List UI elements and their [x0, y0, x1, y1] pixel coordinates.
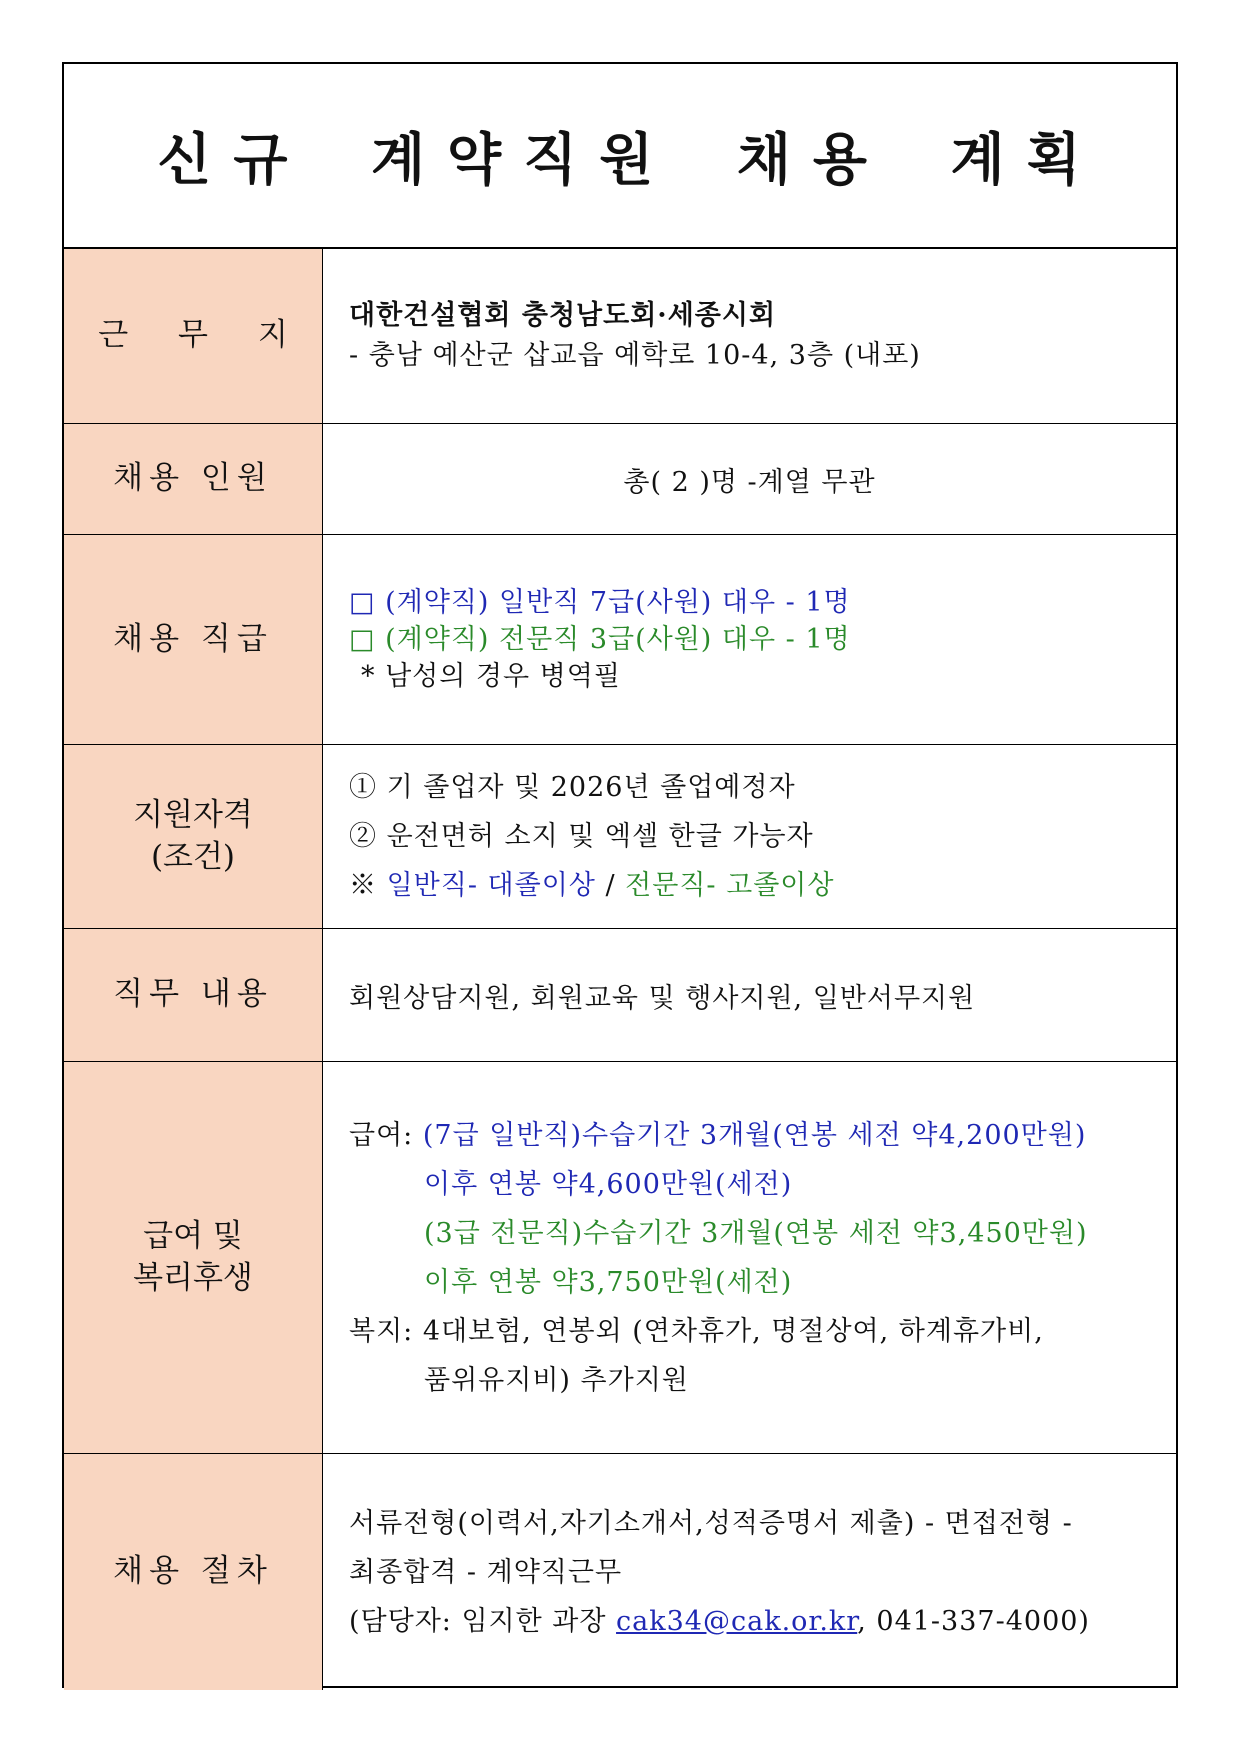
welfare-line-1: 복지: 4대보험, 연봉외 (연차휴가, 명절상여, 하계휴가비, — [349, 1315, 1044, 1347]
label-qualification-line2: (조건) — [150, 838, 236, 875]
contact-prefix: (담당자: 임지한 과장 — [349, 1605, 607, 1637]
label-qualification — [64, 745, 323, 928]
row-location — [64, 249, 1176, 424]
process-line-1: 서류전형(이력서,자기소개서,성적증명서 제출) - 면접전형 - — [349, 1507, 1073, 1539]
pay-specialist-after: 이후 연봉 약3,750만원(세전) — [424, 1266, 793, 1298]
contact-suffix: , 041-337-4000) — [857, 1605, 1090, 1637]
education-general: 일반직- 대졸이상 — [386, 870, 596, 901]
label-qualification-line1: 지원자격 — [133, 796, 253, 833]
grade-specialist: □ (계약직) 전문직 3급(사원) 대우 - 1명 — [349, 624, 851, 655]
page-title: 신규 계약직원 채용 계획 — [157, 127, 1103, 193]
grade-general: □ (계약직) 일반직 7급(사원) 대우 - 1명 — [349, 587, 851, 618]
content-qualification — [323, 745, 1176, 928]
label-headcount — [64, 424, 323, 534]
row-process — [64, 1454, 1176, 1690]
content-process — [323, 1454, 1176, 1690]
label-location — [64, 249, 323, 423]
qualification-2: ② 운전면허 소지 및 엑셀 한글 가능자 — [349, 821, 814, 852]
process-line-2: 최종합격 - 계약직근무 — [349, 1556, 623, 1588]
label-salary-line1: 급여 및 — [143, 1217, 243, 1254]
contact-line — [349, 1597, 1150, 1646]
content-headcount — [323, 424, 1176, 534]
grade-note: * 남성의 경우 병역필 — [361, 661, 621, 692]
label-salary — [64, 1062, 323, 1453]
pay-general-probation: (7급 일반직)수습기간 3개월(연봉 세전 약4,200만원) — [422, 1119, 1087, 1151]
org-address: - 충남 예산군 삽교읍 예학로 10-4, 3층 (내포) — [349, 340, 921, 371]
org-name: 대한건설협회 충청남도회·세종시회 — [349, 300, 777, 331]
row-qualification — [64, 745, 1176, 929]
content-location — [323, 249, 1176, 423]
title-box — [64, 64, 1176, 249]
label-salary-line2: 복리후생 — [133, 1259, 253, 1296]
education-specialist: 전문직- 고졸이상 — [625, 870, 835, 901]
label-location-text: 근 무 지 — [98, 317, 308, 354]
education-separator: / — [605, 870, 616, 901]
content-salary — [323, 1062, 1176, 1453]
label-duties-text: 직무 내용 — [113, 976, 273, 1013]
pay-line-1 — [349, 1111, 1150, 1160]
reference-mark: ※ — [349, 870, 377, 901]
label-headcount-text: 채용 인원 — [113, 460, 273, 497]
label-process — [64, 1454, 323, 1690]
label-grade-text: 채용 직급 — [113, 620, 273, 657]
label-process-text: 채용 절차 — [113, 1553, 273, 1590]
headcount-value: 총( 2 )명 -계열 무관 — [623, 466, 876, 498]
content-duties — [323, 929, 1176, 1061]
pay-specialist-probation: (3급 전문직)수습기간 3개월(연봉 세전 약3,450만원) — [424, 1217, 1088, 1249]
row-headcount — [64, 424, 1176, 535]
duties-value: 회원상담지원, 회원교육 및 행사지원, 일반서무지원 — [349, 982, 976, 1014]
row-salary — [64, 1062, 1176, 1454]
label-duties — [64, 929, 323, 1061]
qualification-1: ① 기 졸업자 및 2026년 졸업예정자 — [349, 772, 796, 803]
email-link[interactable]: cak34@cak.or.kr — [616, 1605, 858, 1637]
welfare-line-2: 품위유지비) 추가지원 — [424, 1364, 689, 1396]
row-duties — [64, 929, 1176, 1062]
pay-prefix: 급여: — [349, 1119, 414, 1151]
label-grade — [64, 535, 323, 744]
content-grade — [323, 535, 1176, 744]
recruitment-plan-sheet — [62, 62, 1178, 1688]
qualification-education — [349, 861, 1150, 910]
pay-general-after: 이후 연봉 약4,600만원(세전) — [424, 1168, 793, 1200]
row-grade — [64, 535, 1176, 745]
